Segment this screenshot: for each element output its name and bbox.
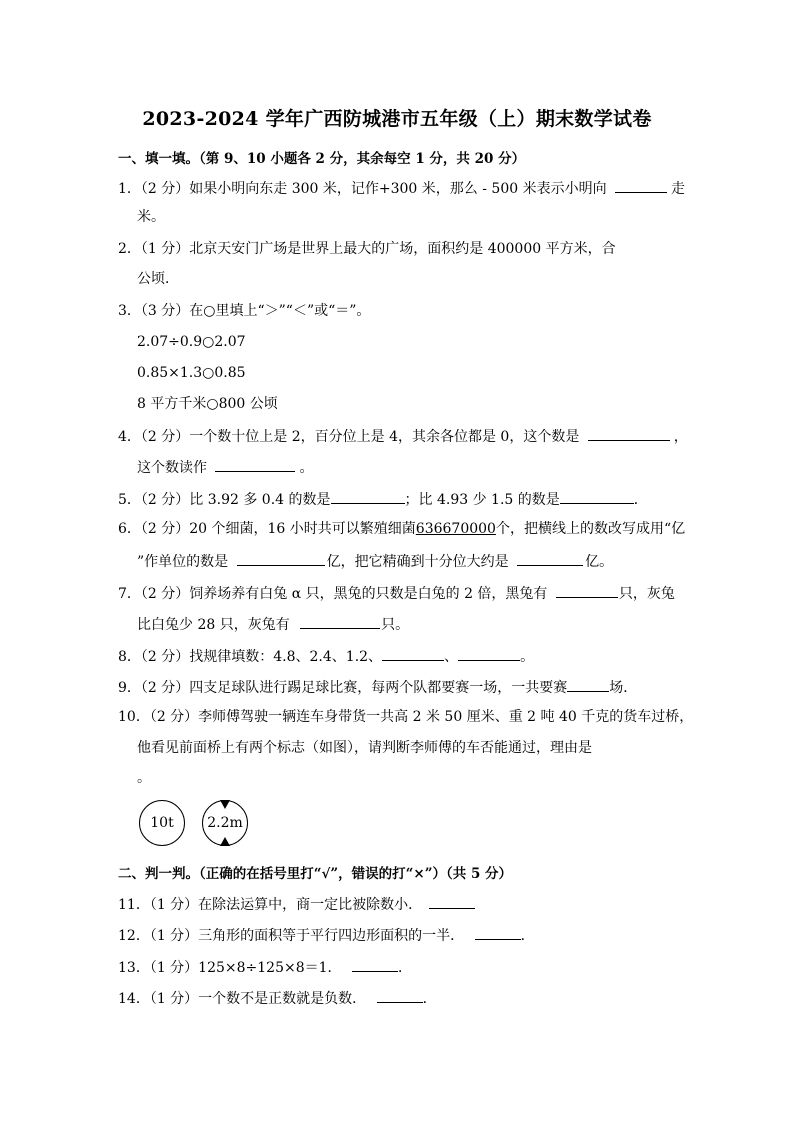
triangle-up-icon <box>220 837 230 846</box>
question-13-end: ． <box>397 960 412 976</box>
question-13 <box>118 957 412 977</box>
question-7 <box>118 583 675 603</box>
section-1-heading: 一、填一填。（第 9、10 小题各 2 分，其余每空 1 分，共 20 分） <box>118 151 526 167</box>
answer-blank[interactable] <box>567 677 609 692</box>
question-7-text-2: 只，灰兔 <box>618 586 675 602</box>
question-8 <box>118 646 534 666</box>
question-4-text-2: 这个数读作 <box>137 460 207 476</box>
height-limit-sign <box>202 800 248 846</box>
answer-blank[interactable] <box>300 614 380 629</box>
question-7-text-3: 比白兔少 28 只，灰兔有 <box>137 617 290 633</box>
question-3-item-3: 8 平方千米○800 公顷 <box>137 396 278 412</box>
weight-limit-text: 10t <box>150 815 174 831</box>
answer-blank[interactable] <box>331 489 405 504</box>
question-6-cont <box>137 551 613 571</box>
question-8-end: 。 <box>520 649 535 665</box>
question-6-text-3: ”作单位的数是 <box>137 554 229 570</box>
question-4-cont <box>137 457 313 477</box>
triangle-down-icon <box>220 800 230 809</box>
question-10: 10．（2 分）李师傅驾驶一辆连车身带货一共高 2 米 50 厘米、重 2 吨 40 千克的货车过桥， <box>118 709 694 725</box>
section-2-heading: 二、判一判。（正确的在括号里打“√”，错误的打“×”）（共 5 分） <box>118 866 513 882</box>
question-6 <box>118 520 685 538</box>
question-3-item-1: 2.07÷0.9○2.07 <box>137 334 246 350</box>
answer-blank[interactable] <box>475 925 521 940</box>
question-6-text: 6．（2 分）20 个细菌，16 小时共可以繁殖细菌 <box>118 521 416 537</box>
question-8-text: 8．（2 分）找规律填数：4.8、2.4、1.2、 <box>118 649 383 665</box>
answer-blank[interactable] <box>615 178 667 193</box>
answer-blank[interactable] <box>382 646 444 661</box>
question-8-sep: 、 <box>444 649 459 665</box>
question-9-text: 9．（2 分）四支足球队进行踢足球比赛，每两个队都要赛一场，一共要赛 <box>118 680 568 696</box>
question-1 <box>118 178 685 198</box>
question-10-cont-2: 。 <box>137 770 151 786</box>
height-limit-text: 2.2m <box>207 815 243 831</box>
question-6-end: 亿。 <box>585 554 614 570</box>
answer-blank[interactable] <box>458 646 520 661</box>
question-11 <box>118 894 475 914</box>
question-4 <box>118 426 688 446</box>
question-2: 2．（1 分）北京天安门广场是世界上最大的广场，面积约是 400000 平方米，合 <box>118 241 616 257</box>
answer-blank[interactable] <box>517 551 583 566</box>
question-7-end: 只。 <box>381 617 410 633</box>
question-12 <box>118 925 535 945</box>
question-12-text: 12．（1 分）三角形的面积等于平行四边形面积的一半． <box>118 928 465 944</box>
question-13-text: 13．（1 分）125×8÷125×8＝1． <box>118 960 342 976</box>
question-5-end: ． <box>633 492 648 508</box>
question-9-end: 场． <box>609 680 638 696</box>
answer-blank[interactable] <box>237 551 325 566</box>
question-1-cont: 米。 <box>137 209 165 225</box>
answer-blank[interactable] <box>377 988 423 1003</box>
question-6-mid: 亿，把它精确到十分位大约是 <box>326 554 509 570</box>
question-5 <box>118 489 648 509</box>
question-14 <box>118 988 437 1008</box>
question-1-text: 1．（2 分）如果小明向东走 300 米，记作+300 米，那么 - 500 米表示小明向 <box>118 181 607 197</box>
question-5-mid: ；比 4.93 少 1.5 的数是 <box>404 492 560 508</box>
answer-blank[interactable] <box>588 426 670 441</box>
underlined-number: 636670000 <box>415 521 496 537</box>
answer-blank[interactable] <box>352 957 398 972</box>
question-2-cont: 公顷． <box>137 271 179 287</box>
question-12-end: ． <box>520 928 535 944</box>
question-11-text: 11．（1 分）在除法运算中，商一定比被除数小． <box>118 897 423 913</box>
question-3: 3．（3 分）在○里填上“＞”“＜”或“＝”。 <box>118 303 371 319</box>
exam-title: 2023-2024 学年广西防城港市五年级（上）期末数学试卷 <box>142 108 652 130</box>
question-7-text: 7．（2 分）饲养场养有白兔 α 只，黑兔的只数是白兔的 2 倍，黑兔有 <box>118 586 548 602</box>
question-5-text: 5．（2 分）比 3.92 多 0.4 的数是 <box>118 492 331 508</box>
question-14-text: 14．（1 分）一个数不是正数就是负数． <box>118 991 367 1007</box>
question-3-item-2: 0.85×1.3○0.85 <box>137 365 246 381</box>
weight-limit-sign <box>139 800 185 846</box>
question-4-punct-2: 。 <box>299 460 314 476</box>
question-10-cont: 他看见前面桥上有两个标志（如图），请判断李师傅的车否能通过，理由是 <box>137 740 592 756</box>
question-4-punct: ， <box>673 429 688 445</box>
answer-blank[interactable] <box>556 583 618 598</box>
question-1-suffix: 走 <box>671 181 686 197</box>
question-7-cont <box>137 614 409 634</box>
question-4-text: 4．（2 分）一个数十位上是 2，百分位上是 4，其余各位都是 0，这个数是 <box>118 429 580 445</box>
question-6-text-2: 个，把横线上的数改写成用“亿 <box>495 521 686 537</box>
answer-blank[interactable] <box>560 489 634 504</box>
question-9 <box>118 677 637 697</box>
answer-blank[interactable] <box>215 457 295 472</box>
question-14-end: ． <box>422 991 437 1007</box>
answer-blank[interactable] <box>429 894 475 909</box>
